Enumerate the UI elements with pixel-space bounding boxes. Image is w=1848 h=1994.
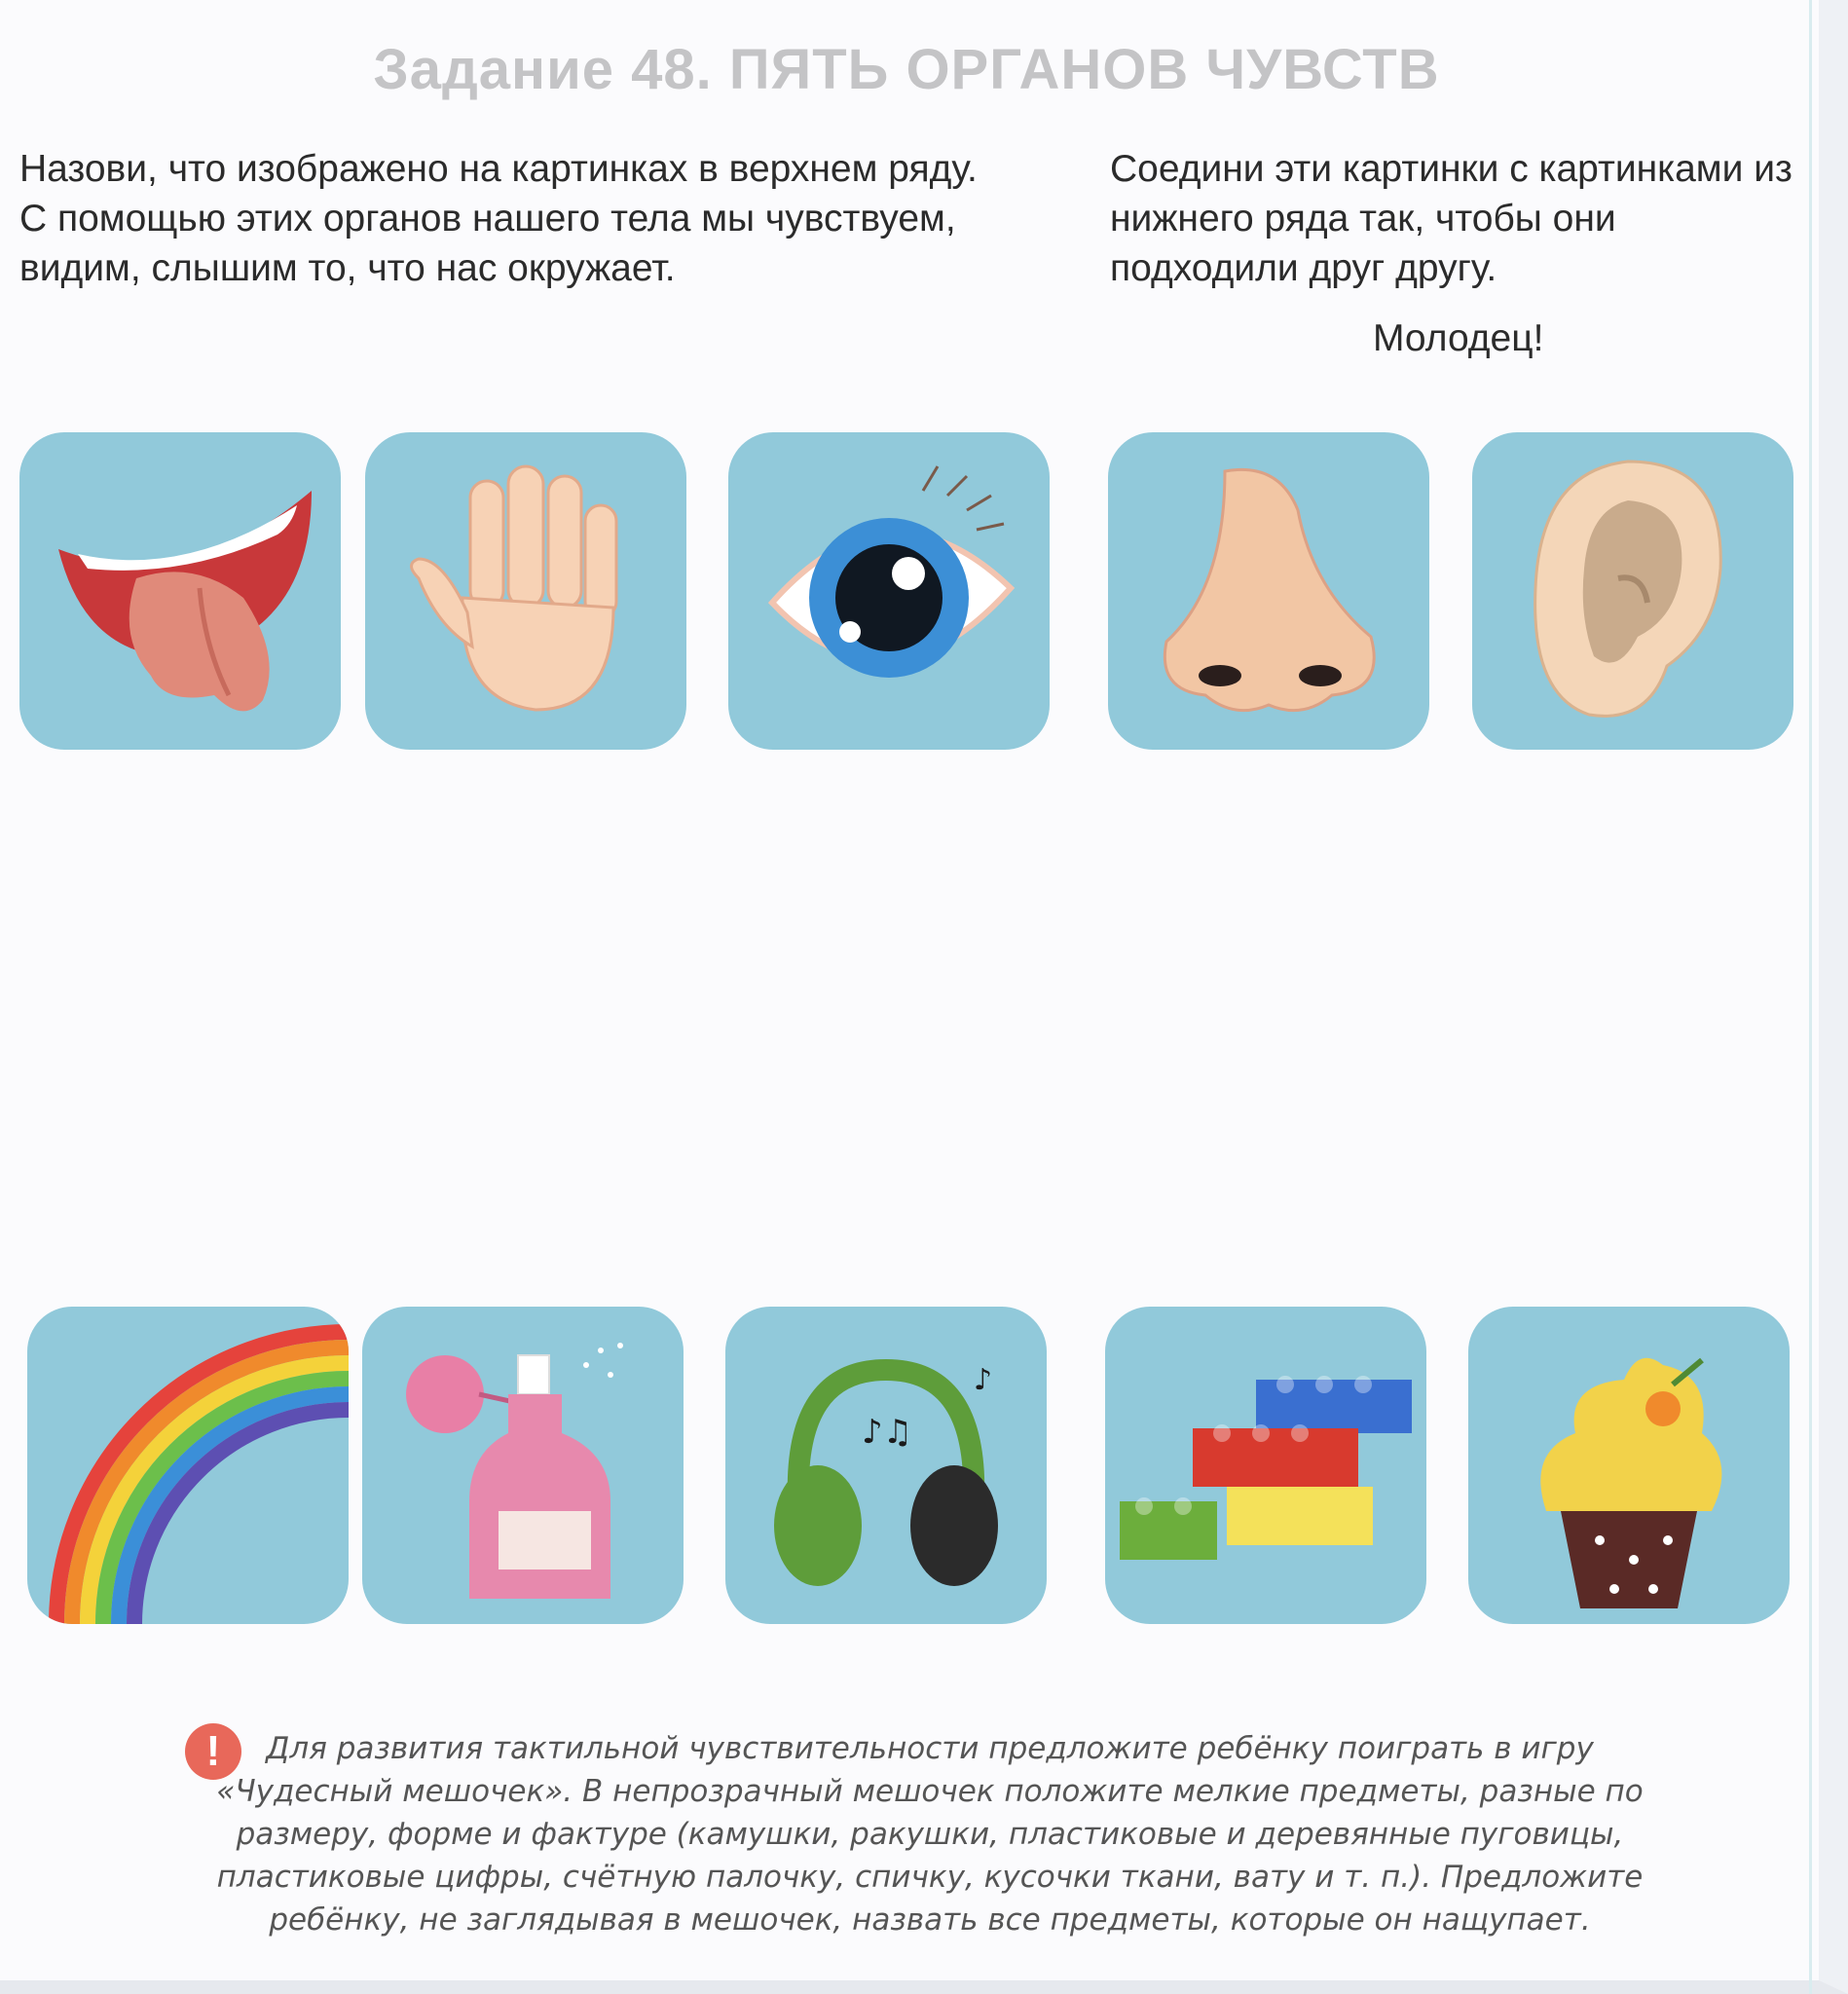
exclamation-icon: !: [185, 1723, 241, 1780]
cupcake-icon: [1468, 1307, 1790, 1624]
mouth-tongue-icon: [19, 432, 341, 750]
tile-mouth[interactable]: [19, 432, 341, 750]
ear-icon: [1472, 432, 1793, 750]
tile-bricks[interactable]: [1105, 1307, 1426, 1624]
svg-text:♪♫: ♪♫: [862, 1413, 913, 1452]
page-margin-line: [1809, 0, 1812, 1994]
nose-icon: [1108, 432, 1429, 750]
instruction-name-pictures: Назови, что изображено на картинках в верхнем ряду. С помощью этих органов нашего тела мы чувствуем, видим, слышим то, что нас окружает.: [19, 148, 978, 289]
perfume-bottle-icon: [362, 1307, 684, 1624]
tile-nose[interactable]: [1108, 432, 1429, 750]
headphones-icon: [725, 1307, 1047, 1624]
rainbow-icon: [27, 1307, 349, 1624]
tile-hand[interactable]: [365, 432, 686, 750]
instruction-connect-pictures: Соедини эти картинки с картинками из нижнего ряда так, чтобы они подходили друг другу.: [1110, 148, 1793, 289]
tile-ear[interactable]: [1472, 432, 1793, 750]
parent-note: Для развития тактильной чувствительности предложите ребёнку поиграть в игру «Чудесный мешочек». В непрозрачный мешочек положите мелкие предметы, разные по размеру, форме и фактуре (камушки, ракушки, пластиковые и деревянные пуговицы, пластиковые цифры, счётную палочку, спичку, кусочки ткани, вату и т. п.). Предложите ребёнку, не заглядывая в мешочек, назвать все предметы, которые он нащупает.: [216, 1731, 1644, 1938]
svg-text:♪: ♪: [974, 1363, 993, 1397]
tile-perfume[interactable]: [362, 1307, 684, 1624]
tile-cupcake[interactable]: [1468, 1307, 1790, 1624]
tile-eye[interactable]: [728, 432, 1050, 750]
eye-icon: [728, 432, 1050, 750]
toy-bricks-icon: [1105, 1307, 1426, 1624]
praise-text: Молодец!: [1373, 317, 1544, 359]
palm-hand-icon: [365, 432, 686, 750]
tile-headphones[interactable]: [725, 1307, 1047, 1624]
page-title: Задание 48. ПЯТЬ ОРГАНОВ ЧУВСТВ: [373, 38, 1440, 101]
tile-rainbow[interactable]: [27, 1307, 349, 1624]
